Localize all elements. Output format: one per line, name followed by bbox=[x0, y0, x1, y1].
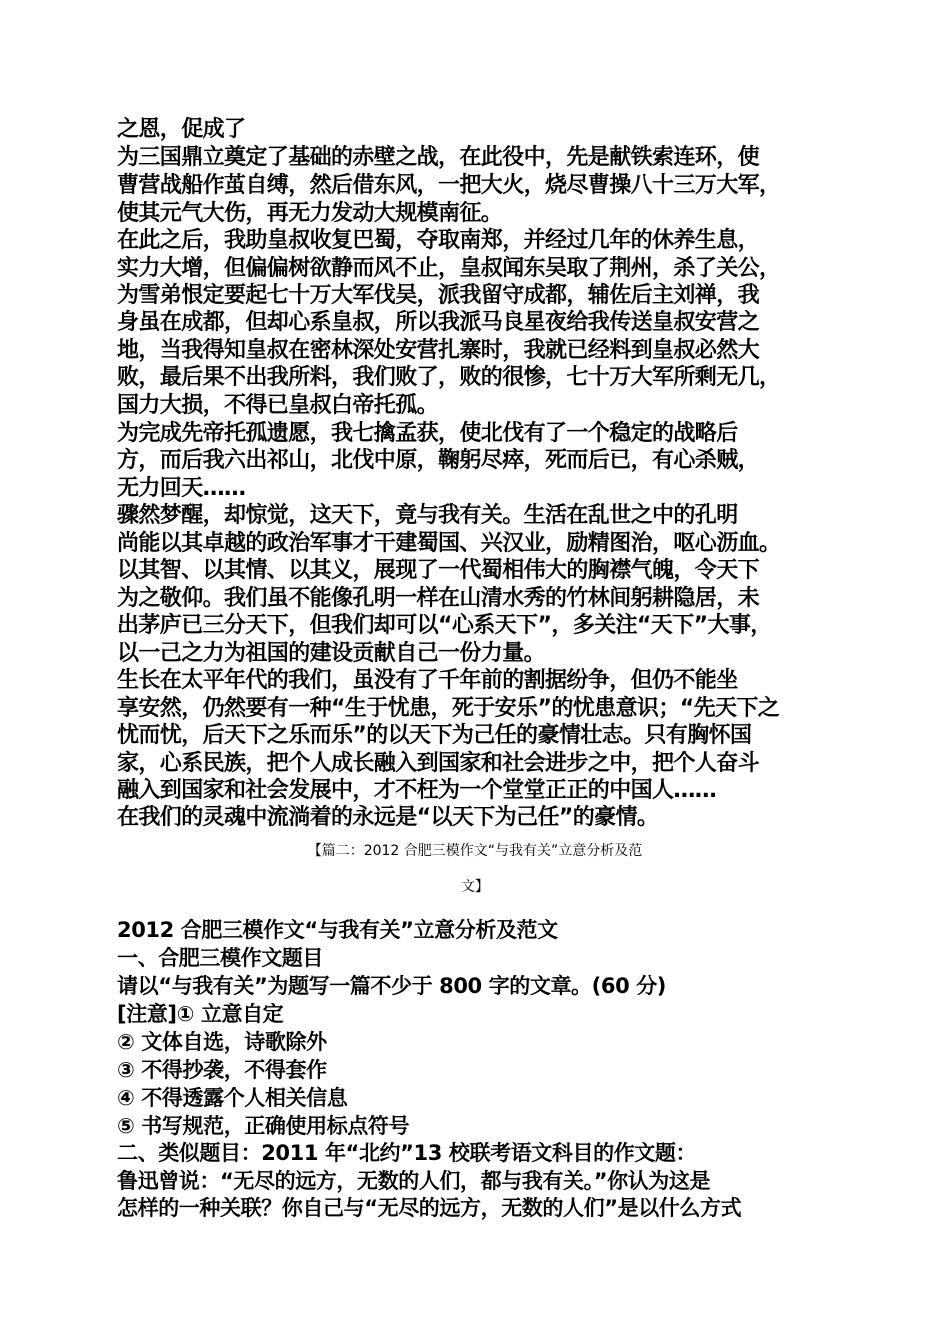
body-line: 无力回天…… bbox=[117, 476, 246, 501]
body-line: 为雪弟恨定要起七十万大军伐吴，派我留守成都，辅佐后主刘禅，我 bbox=[117, 283, 760, 308]
body-line: 融入到国家和社会发展中，才不枉为一个堂堂正正的中国人…… bbox=[117, 778, 717, 803]
body-line: 生长在太平年代的我们，虽没有了千年前的割据纷争，但仍不能坐 bbox=[117, 668, 738, 693]
body-line: 败，最后果不出我所料，我们败了，败的很惨，七十万大军所剩无几， bbox=[117, 365, 781, 390]
body-line: 尚能以其卓越的政治军事才干建蜀国、兴汉业，励精图治，呕心沥血。 bbox=[117, 531, 781, 556]
section-line: 一、合肥三模作文题目 bbox=[117, 946, 323, 970]
body-line: 以其智、以其情、以其义，展现了一代蜀相伟大的胸襟气魄，令天下 bbox=[117, 558, 760, 583]
body-line: 实力大增，但偏偏树欲静而风不止，皇叔闻东吴取了荆州，杀了关公， bbox=[117, 256, 781, 281]
body-line: 享安然，仍然要有一种“生于忧患，死于安乐”的忧患意识；“先天下之 bbox=[117, 696, 780, 721]
body-line: 出茅庐已三分天下，但我们却可以“心系天下”，多关注“天下”大事， bbox=[117, 613, 772, 638]
section-line: 鲁迅曾说：“无尽的远方，无数的人们，都与我有关。”你认为这是 bbox=[117, 1169, 711, 1193]
section-line: ② 文体自选，诗歌除外 bbox=[117, 1030, 327, 1054]
section-line: 二、类似题目：2011 年“北约”13 校联考语文科目的作文题： bbox=[117, 1141, 697, 1165]
section-line: ⑤ 书写规范，正确使用标点符号 bbox=[117, 1114, 410, 1138]
body-line: 忧而忧，后天下之乐而乐”的以天下为己任的豪情壮志。只有胸怀国 bbox=[117, 723, 752, 748]
body-line: 在此之后，我助皇叔收复巴蜀，夺取南郑，并经过几年的休养生息， bbox=[117, 228, 760, 253]
body-line: 以一己之力为祖国的建设贡献自己一份力量。 bbox=[117, 641, 546, 666]
section-line: 请以“与我有关”为题写一篇不少于 800 字的文章。(60 分) bbox=[117, 974, 666, 998]
body-line: 曹营战船作茧自缚，然后借东风，一把大火，烧尽曹操八十三万大军， bbox=[117, 173, 781, 198]
body-line: 为之敬仰。我们虽不能像孔明一样在山清水秀的竹林间躬耕隐居，未 bbox=[117, 586, 760, 611]
section-line: [注意]① 立意自定 bbox=[117, 1002, 284, 1026]
body-line: 骤然梦醒，却惊觉，这天下，竟与我有关。生活在乱世之中的孔明 bbox=[117, 503, 738, 528]
section-line: 怎样的一种关联？你自己与“无尽的远方，无数的人们”是以什么方式 bbox=[117, 1196, 742, 1220]
body-line: 家，心系民族，把个人成长融入到国家和社会进步之中，把个人奋斗 bbox=[117, 751, 760, 776]
body-line: 为完成先帝托孤遗愿，我七擒孟获，使北伐有了一个稳定的战略后 bbox=[117, 421, 738, 446]
body-line: 之恩，促成了 bbox=[117, 117, 246, 142]
body-line: 为三国鼎立奠定了基础的赤壁之战，在此役中，先是献铁索连环，使 bbox=[117, 145, 760, 170]
section-line: 2012 合肥三模作文“与我有关”立意分析及范文 bbox=[117, 918, 558, 942]
body-line: 国力大损，不得已皇叔白帝托孤。 bbox=[117, 393, 439, 418]
body-line: 身虽在成都，但却心系皇叔，所以我派马良星夜给我传送皇叔安营之 bbox=[117, 310, 760, 335]
body-line: 使其元气大伤，再无力发动大规模南征。 bbox=[117, 201, 503, 226]
section-line: ③ 不得抄袭，不得套作 bbox=[117, 1058, 327, 1082]
heading-line: 文】 bbox=[461, 879, 489, 895]
heading-line: 【篇二：2012 合肥三模作文“与我有关”立意分析及范 bbox=[307, 843, 643, 859]
body-line: 在我们的灵魂中流淌着的永远是“以天下为己任”的豪情。 bbox=[117, 805, 659, 830]
section-line: ④ 不得透露个人相关信息 bbox=[117, 1086, 348, 1110]
body-line: 地，当我得知皇叔在密林深处安营扎寨时，我就已经料到皇叔必然大 bbox=[117, 338, 760, 363]
body-line: 方，而后我六出祁山，北伐中原，鞠躬尽瘁，死而后已，有心杀贼， bbox=[117, 448, 760, 473]
